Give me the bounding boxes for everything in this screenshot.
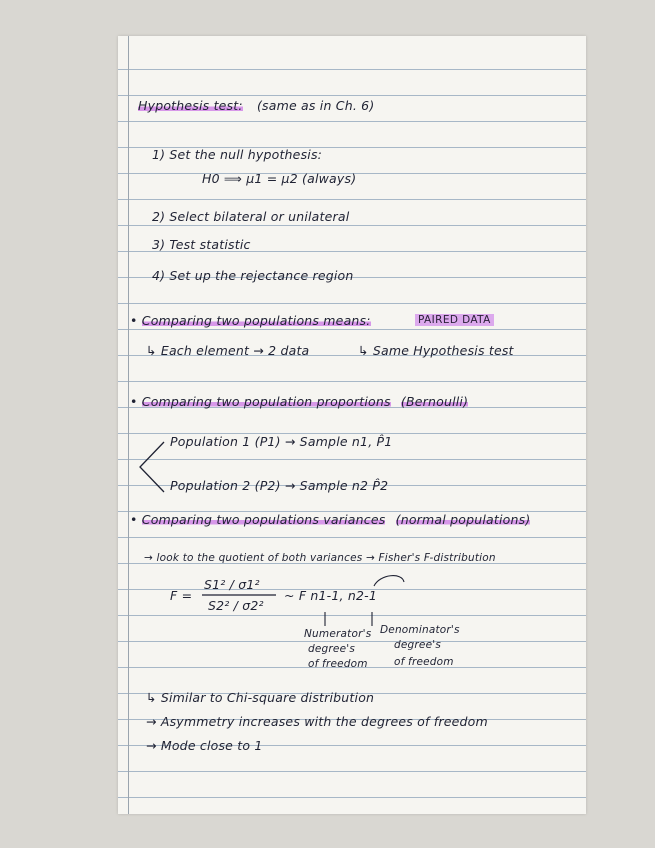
population-1: Population 1 (P1) → Sample n1, P̂1 — [170, 434, 393, 449]
step-1: 1) Set the null hypothesis: — [152, 147, 323, 162]
denominator-dof-1: Denominator's — [380, 624, 460, 636]
f-distribution: ~ F n1-1, n2-1 — [284, 588, 378, 603]
numerator-dof-2: degree's — [308, 643, 355, 655]
bullet: • — [130, 512, 138, 527]
formula-denominator: S2² / σ2² — [208, 598, 264, 613]
paired-data-tag: PAIRED DATA — [415, 314, 494, 326]
denominator-dof-2: degree's — [394, 639, 441, 651]
denominator-dof-3: of freedom — [394, 656, 454, 668]
formula-numerator: S1² / σ1² — [204, 577, 260, 592]
bullet: • — [130, 394, 138, 409]
quotient-line: → look to the quotient of both variances → Fisher's F-distribution — [144, 552, 496, 564]
numerator-dof-3: of freedom — [308, 658, 368, 670]
header-note: (same as in Ch. 6) — [256, 98, 375, 113]
property-2: → Asymmetry increases with the degrees of freedom — [146, 714, 488, 729]
step-3: 3) Test statistic — [152, 237, 251, 252]
section2-note: (Bernoulli) — [400, 394, 469, 409]
section1-line-right: ↳ Same Hypothesis test — [358, 343, 514, 358]
section2-title: Comparing two population proportions — [141, 394, 391, 409]
section1-line-left: ↳ Each element → 2 data — [146, 343, 310, 358]
property-3: → Mode close to 1 — [146, 738, 263, 753]
header-title: Hypothesis test: — [138, 98, 243, 113]
population-2: Population 2 (P2) → Sample n2 P̂2 — [170, 478, 389, 493]
numerator-dof-1: Numerator's — [304, 628, 372, 640]
null-hypothesis: H0 ⟹ μ1 = μ2 (always) — [202, 171, 357, 186]
bullet: • — [130, 313, 138, 328]
section1-title: Comparing two populations means: — [141, 313, 371, 328]
step-4: 4) Set up the rejectance region — [152, 268, 354, 283]
step-2: 2) Select bilateral or unilateral — [152, 209, 350, 224]
property-1: ↳ Similar to Chi-square distribution — [146, 690, 375, 705]
notebook-page — [118, 36, 586, 814]
section3-title: Comparing two populations variances — [141, 512, 386, 527]
section3-note: (normal populations) — [395, 512, 531, 527]
formula-lhs: F = — [170, 588, 193, 603]
